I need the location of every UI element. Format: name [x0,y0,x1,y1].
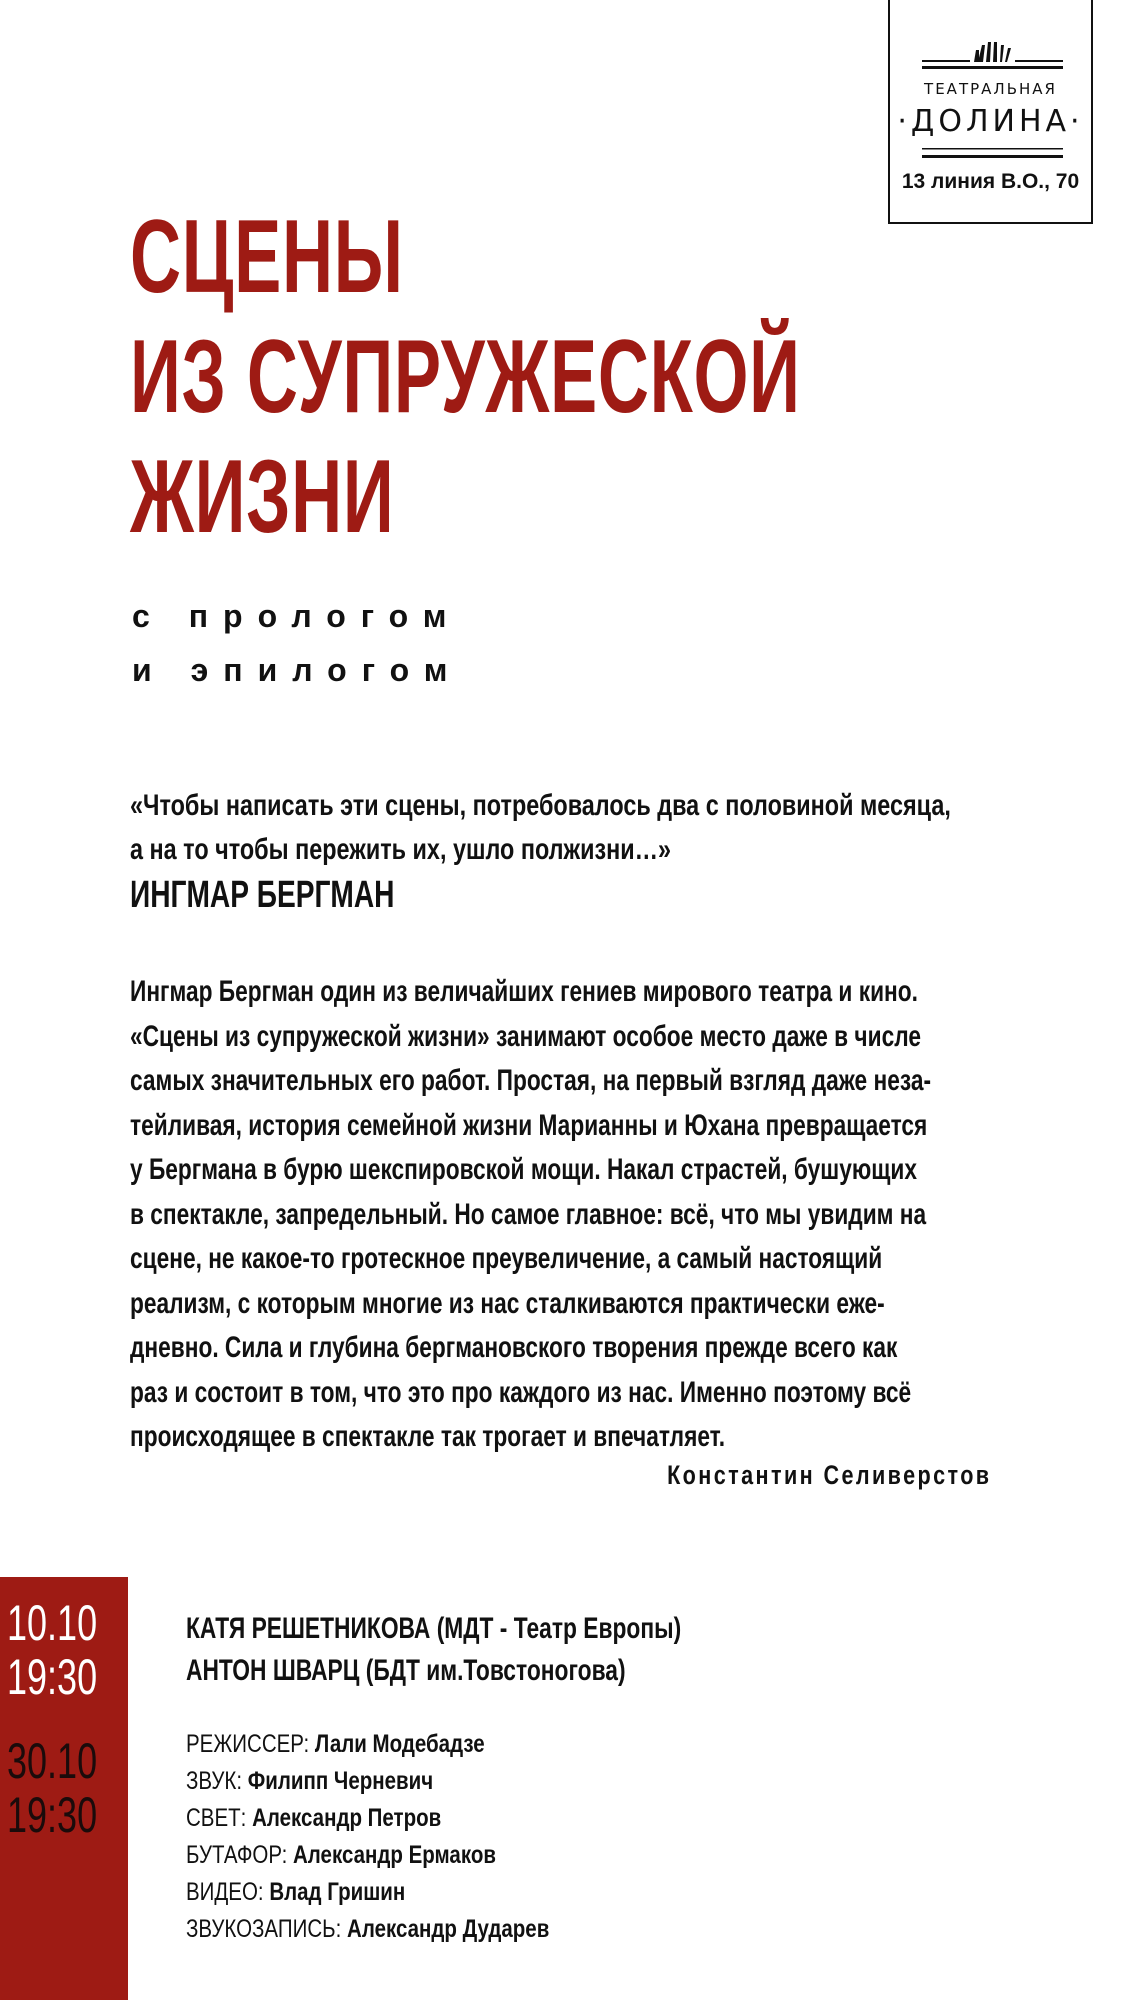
crew-item [186,1878,405,1907]
crew-role: ЗВУК: [186,1767,243,1795]
logo-subtitle: ТЕАТРАЛЬНАЯ [924,80,1057,98]
quote-author: ИНГМАР БЕРГМАН [130,874,395,916]
subtitle-line-2: и эпилогом [132,652,463,688]
description-line: тейливая, история семейной жизни Марианны и Юхана превращается [130,1108,928,1142]
crew-item [186,1804,441,1833]
crew-role: ВИДЕО: [186,1878,264,1906]
crew-role: РЕЖИССЕР: [186,1730,310,1758]
description-line: в спектакле, запредельный. Но самое главное: всё, что мы увидим на [130,1197,927,1231]
crew-name: Александр Дударев [347,1915,550,1943]
description-line: Ингмар Бергман один из величайших гениев мирового театра и кино. [130,975,918,1008]
description-line: самых значительных его работ. Простая, на первый взгляд даже неза- [130,1064,932,1097]
description-line: у Бергмана в бурю шекспировской мощи. Накал страстей, бушующих [130,1153,917,1186]
description-credit: Константин Селиверстов [666,1460,991,1490]
crew-name: Лали Модебадзе [314,1730,485,1758]
cast-member-1: КАТЯ РЕШЕТНИКОВА (МДТ - Театр Европы) [186,1612,682,1645]
play-title-line-3: ЖИЗНИ [130,439,395,555]
play-title-line-1: СЦЕНЫ [130,199,404,315]
description-line: раз и состоит в том, что это про каждого из нас. Именно поэтому всё [130,1375,912,1409]
description-line: «Сцены из супружеской жизни» занимают особое место даже в числе [130,1019,921,1053]
crew-name: Александр Петров [252,1804,442,1832]
quote-line-2: а на то чтобы пережить их, ушло полжизни…» [130,833,672,866]
crew-role: БУТАФОР: [186,1841,288,1869]
dates-bar [0,1577,128,2000]
crew-item [186,1915,549,1944]
theatre-logo [888,0,1093,224]
play-title-line-2: ИЗ СУПРУЖЕСКОЙ [130,319,801,435]
show-date-2: 30.10 [7,1733,98,1789]
crew-item [186,1841,496,1870]
crew-name: Филипп Черневич [247,1767,434,1795]
show-date-1: 10.10 [7,1595,98,1651]
subtitle-line-1: с прологом [132,598,462,634]
description-line: реализм, с которым многие из нас сталкиваются практически еже- [130,1286,885,1320]
quote-line-1: «Чтобы написать эти сцены, потребовалось два с половиной месяца, [130,789,951,822]
crew-item [186,1730,485,1759]
show-time-1: 19:30 [7,1649,98,1705]
description-paragraph [130,970,992,1460]
cast-member-2: АНТОН ШВАРЦ (БДТ им.Товстоногова) [186,1654,626,1687]
description-line: происходящее в спектакле так трогает и впечатляет. [130,1420,726,1453]
crew-name: Александр Ермаков [292,1841,496,1869]
crew-role: СВЕТ: [186,1804,247,1832]
show-time-2: 19:30 [7,1787,98,1843]
crew-name: Влад Гришин [269,1878,406,1906]
description-line: сцене, не какое-то гротескное преувеличение, а самый настоящий [130,1242,883,1275]
description-line: дневно. Сила и глубина бергмановского творения прежде всего как [130,1331,898,1364]
crew-item [186,1767,433,1796]
theatre-address: 13 линия В.О., 70 [901,170,1080,193]
crew-role: ЗВУКОЗАПИСЬ: [186,1915,342,1943]
logo-name: ·ДОЛИНА· [897,104,1084,139]
